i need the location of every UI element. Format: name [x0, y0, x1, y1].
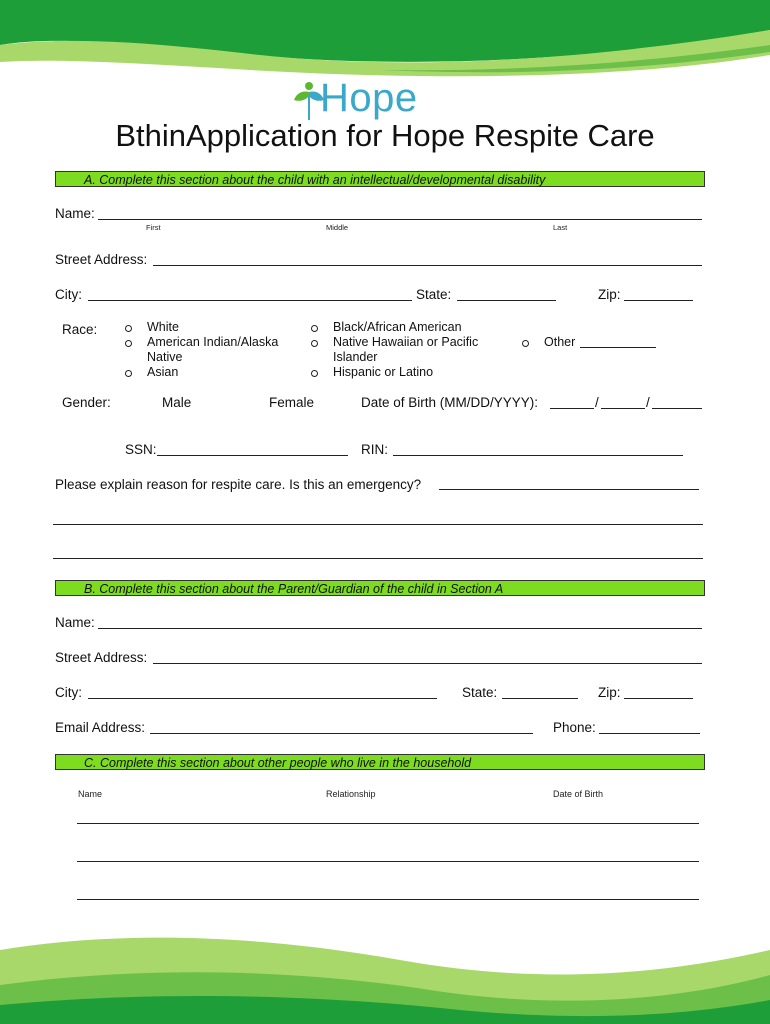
- household-col-dob: Date of Birth: [553, 789, 604, 799]
- household-row-line[interactable]: [77, 899, 699, 900]
- race-hawaiian-label-2: Islander: [333, 350, 378, 364]
- guardian-phone-field[interactable]: [599, 733, 700, 734]
- race-hispanic-radio[interactable]: [311, 370, 318, 377]
- race-label: Race:: [62, 322, 98, 337]
- guardian-state-field[interactable]: [502, 698, 578, 699]
- section-a-header: A. Complete this section about the child with an intellectual/developmental disability: [55, 171, 705, 187]
- guardian-street-field[interactable]: [153, 663, 702, 664]
- race-other-field[interactable]: [580, 347, 656, 348]
- race-white-radio[interactable]: [125, 325, 132, 332]
- dob-separator-1: /: [595, 395, 599, 410]
- child-state-field[interactable]: [457, 300, 556, 301]
- section-c-header: C. Complete this section about other people who live in the household: [55, 754, 705, 770]
- child-city-field[interactable]: [88, 300, 412, 301]
- dob-month-field[interactable]: [550, 408, 594, 409]
- rin-label: RIN:: [361, 442, 388, 457]
- race-asian-radio[interactable]: [125, 370, 132, 377]
- dob-day-field[interactable]: [601, 408, 645, 409]
- household-col-name: Name: [78, 789, 103, 799]
- race-hawaiian-radio[interactable]: [311, 340, 318, 347]
- gender-male-option[interactable]: Male: [162, 395, 192, 410]
- ssn-field[interactable]: [157, 455, 348, 456]
- logo-text: Hope: [320, 76, 418, 120]
- race-white-label: White: [147, 320, 179, 334]
- race-hispanic-label: Hispanic or Latino: [333, 365, 434, 379]
- first-name-sublabel: First: [146, 223, 161, 232]
- child-state-label: State:: [416, 287, 452, 302]
- race-other-radio[interactable]: [522, 340, 529, 347]
- guardian-city-label: City:: [55, 685, 82, 700]
- race-black-label: Black/African American: [333, 320, 462, 334]
- child-city-label: City:: [55, 287, 82, 302]
- guardian-email-label: Email Address:: [55, 720, 146, 735]
- reason-field-line-1[interactable]: [439, 489, 699, 490]
- race-other-label: Other: [544, 335, 576, 349]
- guardian-zip-label: Zip:: [598, 685, 621, 700]
- child-name-field[interactable]: [98, 219, 702, 220]
- last-name-sublabel: Last: [553, 223, 568, 232]
- child-street-label: Street Address:: [55, 252, 148, 267]
- top-wave-decoration: [0, 0, 770, 80]
- race-american-indian-label: American Indian/Alaska: [147, 335, 279, 349]
- guardian-name-label: Name:: [55, 615, 95, 630]
- household-col-relationship: Relationship: [326, 789, 376, 799]
- dob-year-field[interactable]: [652, 408, 702, 409]
- dob-separator-2: /: [646, 395, 650, 410]
- race-black-radio[interactable]: [311, 325, 318, 332]
- guardian-email-field[interactable]: [150, 733, 533, 734]
- guardian-name-field[interactable]: [98, 628, 702, 629]
- bottom-wave-decoration: [0, 930, 770, 1024]
- section-b-header: B. Complete this section about the Parent/Guardian of the child in Section A: [55, 580, 705, 596]
- gender-female-option[interactable]: Female: [269, 395, 315, 410]
- reason-field-line-2[interactable]: [53, 524, 703, 525]
- page-title: BthinApplication for Hope Respite Care: [115, 118, 655, 153]
- household-row-line[interactable]: [77, 823, 699, 824]
- race-asian-label: Asian: [147, 365, 179, 379]
- race-american-indian-radio[interactable]: [125, 340, 132, 347]
- guardian-state-label: State:: [462, 685, 498, 700]
- child-zip-field[interactable]: [624, 300, 693, 301]
- child-street-field[interactable]: [153, 265, 702, 266]
- race-hawaiian-label: Native Hawaiian or Pacific: [333, 335, 479, 349]
- middle-name-sublabel: Middle: [326, 223, 349, 232]
- reason-label: Please explain reason for respite care. Is this an emergency?: [55, 477, 422, 492]
- guardian-city-field[interactable]: [88, 698, 437, 699]
- race-american-indian-label-2: Native: [147, 350, 183, 364]
- reason-field-line-3[interactable]: [53, 558, 703, 559]
- child-name-label: Name:: [55, 206, 95, 221]
- guardian-street-label: Street Address:: [55, 650, 148, 665]
- dob-label: Date of Birth (MM/DD/YYYY):: [361, 395, 539, 410]
- rin-field[interactable]: [393, 455, 683, 456]
- gender-label: Gender:: [62, 395, 111, 410]
- child-zip-label: Zip:: [598, 287, 621, 302]
- household-row-line[interactable]: [77, 861, 699, 862]
- guardian-zip-field[interactable]: [624, 698, 693, 699]
- guardian-phone-label: Phone:: [553, 720, 596, 735]
- ssn-label: SSN:: [125, 442, 157, 457]
